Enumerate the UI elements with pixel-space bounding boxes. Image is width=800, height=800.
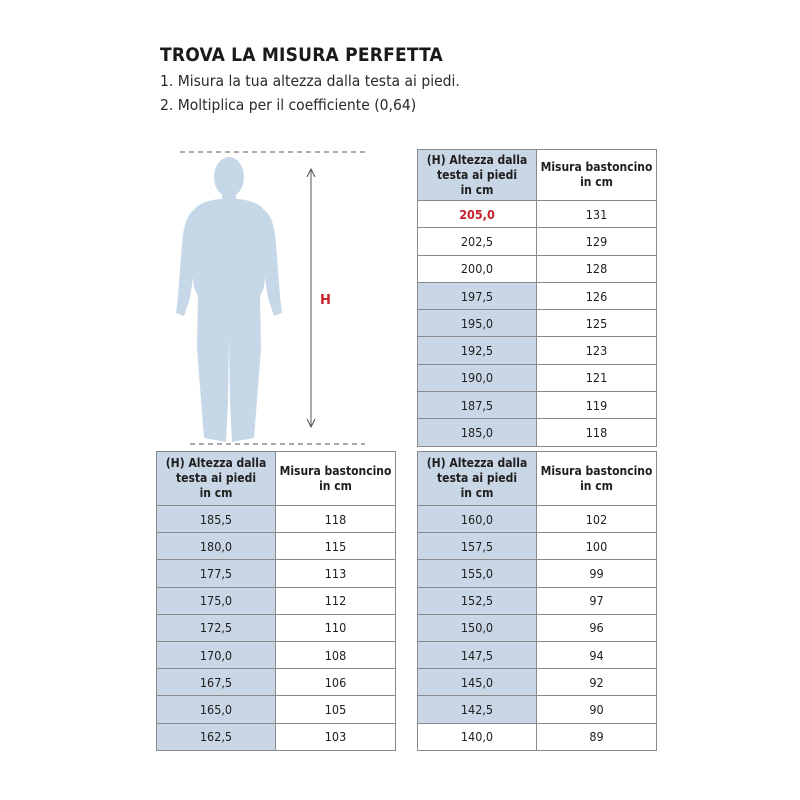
- table-row: [418, 614, 657, 641]
- stick-column-header: Misura bastoncino in cm: [276, 452, 396, 506]
- height-cell: 195,0: [418, 310, 537, 337]
- stick-length-cell: 128: [537, 255, 657, 282]
- height-column-header: (H) Altezza dalla testa ai piedi in cm: [418, 452, 537, 506]
- size-table-top: [417, 149, 657, 447]
- stick-column-header: Misura bastoncino in cm: [537, 150, 657, 201]
- stick-length-cell: 121: [537, 364, 657, 391]
- table-row: [418, 337, 657, 364]
- stick-length-cell: 131: [537, 201, 657, 228]
- table-row: [418, 560, 657, 587]
- height-cell: 202,5: [418, 228, 537, 255]
- table-row: [418, 392, 657, 419]
- stick-length-cell: 97: [537, 587, 657, 614]
- table-row: [157, 641, 396, 668]
- height-cell: 142,5: [418, 696, 537, 723]
- table-row: [157, 669, 396, 696]
- height-cell: 162,5: [157, 723, 276, 750]
- table-row: [418, 282, 657, 309]
- table-row: [157, 506, 396, 533]
- stick-length-cell: 118: [276, 506, 396, 533]
- height-cell: 155,0: [418, 560, 537, 587]
- height-cell: 160,0: [418, 506, 537, 533]
- height-cell: 152,5: [418, 587, 537, 614]
- stick-length-cell: 94: [537, 641, 657, 668]
- height-cell: 170,0: [157, 641, 276, 668]
- table-row: [157, 723, 396, 750]
- stick-length-cell: 110: [276, 614, 396, 641]
- stick-length-cell: 112: [276, 587, 396, 614]
- stick-length-cell: 108: [276, 641, 396, 668]
- table-row: [157, 560, 396, 587]
- stick-length-cell: 100: [537, 533, 657, 560]
- table-row: [418, 364, 657, 391]
- stick-length-cell: 96: [537, 614, 657, 641]
- table-row: [418, 228, 657, 255]
- height-cell: 140,0: [418, 723, 537, 750]
- body-figure: [160, 148, 370, 448]
- height-label: H: [320, 293, 331, 308]
- table-row: [157, 696, 396, 723]
- stick-length-cell: 123: [537, 337, 657, 364]
- stick-length-cell: 103: [276, 723, 396, 750]
- height-cell: 167,5: [157, 669, 276, 696]
- stick-length-cell: 89: [537, 723, 657, 750]
- height-cell: 147,5: [418, 641, 537, 668]
- table-row: [157, 533, 396, 560]
- height-arrow-icon: [307, 169, 315, 427]
- stick-length-cell: 99: [537, 560, 657, 587]
- height-column-header: (H) Altezza dalla testa ai piedi in cm: [157, 452, 276, 506]
- height-cell: 205,0: [418, 201, 537, 228]
- stick-length-cell: 106: [276, 669, 396, 696]
- table-row: [418, 696, 657, 723]
- table-row: [418, 419, 657, 446]
- silhouette-body: [176, 157, 282, 442]
- table-row: [418, 201, 657, 228]
- stick-length-cell: 125: [537, 310, 657, 337]
- table-row: [157, 587, 396, 614]
- stick-length-cell: 126: [537, 282, 657, 309]
- size-table-bottom-right: [417, 451, 657, 751]
- table-row: [418, 533, 657, 560]
- stick-length-cell: 119: [537, 392, 657, 419]
- height-cell: 145,0: [418, 669, 537, 696]
- stick-column-header: Misura bastoncino in cm: [537, 452, 657, 506]
- height-cell: 190,0: [418, 364, 537, 391]
- size-table-bottom-left: [156, 451, 396, 751]
- stick-length-cell: 113: [276, 560, 396, 587]
- height-cell: 177,5: [157, 560, 276, 587]
- instruction-step-2: 2. Moltiplica per il coefficiente (0,64): [160, 96, 417, 114]
- height-cell: 192,5: [418, 337, 537, 364]
- stick-length-cell: 102: [537, 506, 657, 533]
- height-cell: 157,5: [418, 533, 537, 560]
- stick-length-cell: 118: [537, 419, 657, 446]
- height-cell: 200,0: [418, 255, 537, 282]
- stick-length-cell: 115: [276, 533, 396, 560]
- height-cell: 185,0: [418, 419, 537, 446]
- height-cell: 150,0: [418, 614, 537, 641]
- height-cell: 165,0: [157, 696, 276, 723]
- page-title: TROVA LA MISURA PERFETTA: [160, 44, 443, 66]
- table-row: [157, 614, 396, 641]
- height-column-header: (H) Altezza dalla testa ai piedi in cm: [418, 150, 537, 201]
- table-row: [418, 506, 657, 533]
- height-cell: 197,5: [418, 282, 537, 309]
- stick-length-cell: 90: [537, 696, 657, 723]
- table-row: [418, 255, 657, 282]
- table-row: [418, 641, 657, 668]
- stick-length-cell: 92: [537, 669, 657, 696]
- stick-length-cell: 105: [276, 696, 396, 723]
- table-row: [418, 669, 657, 696]
- table-row: [418, 587, 657, 614]
- height-cell: 180,0: [157, 533, 276, 560]
- table-row: [418, 310, 657, 337]
- instruction-step-1: 1. Misura la tua altezza dalla testa ai piedi.: [160, 72, 460, 90]
- height-cell: 187,5: [418, 392, 537, 419]
- human-silhouette-icon: [160, 148, 370, 448]
- height-cell: 175,0: [157, 587, 276, 614]
- height-cell: 172,5: [157, 614, 276, 641]
- table-row: [418, 723, 657, 750]
- stick-length-cell: 129: [537, 228, 657, 255]
- height-cell: 185,5: [157, 506, 276, 533]
